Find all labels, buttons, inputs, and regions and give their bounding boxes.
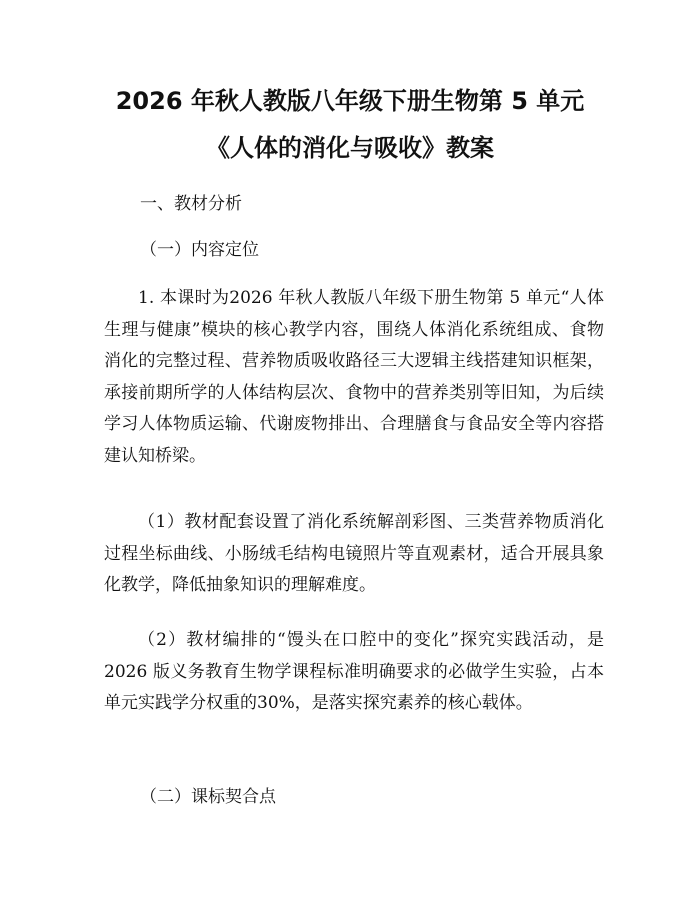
paragraph-content-positioning: 1. 本课时为2026 年秋人教版八年级下册生物第 5 单元“人体生理与健康”模块的核心教学内容，围绕人体消化系统组成、食物消化的完整过程、营养物质吸收路径三大逻辑主线搭建知识框架，承接前期所学的人体结构层次、食物中的营养类别等旧知，为后续学习人体物质运输、代谢废物排出、合理膳食与食品安全等内容搭建认知桥梁。 — [104, 288, 604, 466]
section-heading-textbook-analysis: 一、教材分析 — [140, 194, 242, 214]
subsection-heading-curriculum-alignment: （二）课标契合点 — [140, 787, 276, 807]
paragraph-textbook-materials: （1）教材配套设置了消化系统解剖彩图、三类营养物质消化过程坐标曲线、小肠绒毛结构电镜照片等直观素材，适合开展具象化教学，降低抽象知识的理解难度。 — [104, 512, 604, 595]
document-title-line-2: 《人体的消化与吸收》教案 — [206, 134, 494, 162]
paragraph-inquiry-activity: （2）教材编排的“馒头在口腔中的变化”探究实践活动，是2026 版义务教育生物学课程标准明确要求的必做学生实验，占本单元实践学分权重的30%，是落实探究素养的核心载体。 — [104, 630, 604, 713]
document-title-line-1: 2026 年秋人教版八年级下册生物第 5 单元 — [115, 87, 585, 115]
subsection-heading-content-positioning: （一）内容定位 — [140, 240, 259, 260]
